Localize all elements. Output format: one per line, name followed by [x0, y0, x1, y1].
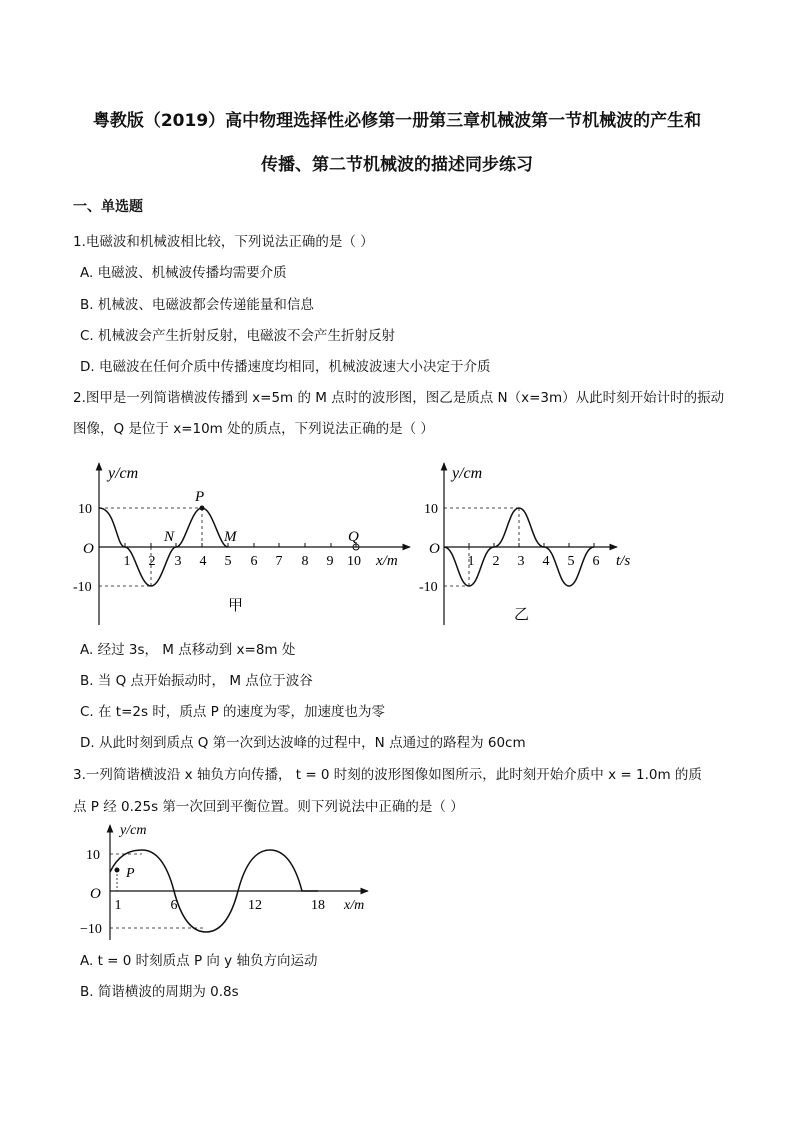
fig-jia-xtick: 4 [199, 554, 207, 569]
figure-q3-wave [78, 820, 378, 945]
figure-yi-vibration [412, 455, 642, 630]
fig3-xtick: 1 [114, 898, 122, 913]
fig-jia-origin: O [83, 541, 94, 557]
q2-option-c: C. 在 t=2s 时，质点 P 的速度为零，加速度也为零 [80, 704, 386, 720]
fig-jia-xtick: 6 [250, 554, 258, 569]
point-p-dot [200, 506, 205, 511]
fig-jia-xtick: 9 [326, 554, 334, 569]
section-heading: 一、单选题 [73, 199, 143, 215]
fig-jia-ytick-pos: 10 [78, 502, 92, 517]
fig3-xlabel: x/m [344, 898, 365, 913]
q3-stem-line1: 3.一列简谐横波沿 x 轴负方向传播， t = 0 时刻的波形图像如图所示，此时刻开始介质中 x = 1.0m 的质 [73, 767, 702, 783]
fig3-ytick-pos: 10 [86, 848, 100, 863]
fig-jia-xtick: 3 [174, 554, 182, 569]
fig-jia-xlabel: x/m [376, 553, 398, 569]
fig-yi-ytick-pos: 10 [424, 502, 438, 517]
fig-jia-xtick: 8 [301, 554, 309, 569]
fig-yi-origin: O [429, 541, 440, 557]
q1-option-d: D. 电磁波在任何介质中传播速度均相同，机械波波速大小决定于介质 [80, 359, 491, 375]
q2-option-b: B. 当 Q 点开始振动时， M 点位于波谷 [80, 673, 313, 689]
fig3-origin: O [90, 886, 101, 902]
q1-option-a: A. 电磁波、机械波传播均需要介质 [80, 265, 287, 281]
fig-yi-xtick: 5 [567, 554, 575, 569]
fig-yi-xlabel: t/s [616, 553, 631, 569]
fig-jia-xtick: 10 [347, 554, 361, 569]
q3-option-a: A. t = 0 时刻质点 P 向 y 轴负方向运动 [80, 953, 318, 969]
fig-jia-ytick-neg: -10 [73, 580, 92, 595]
fig-jia-xtick: 5 [224, 554, 232, 569]
point-p-dot [115, 868, 120, 873]
q1-stem: 1.电磁波和机械波相比较，下列说法正确的是（ ） [73, 234, 374, 250]
fig3-ylabel: y/cm [120, 823, 147, 838]
fig-jia-caption: 甲 [228, 598, 244, 614]
page-title-line2: 传播、第二节机械波的描述同步练习 [261, 155, 533, 175]
point-m-label: M [224, 529, 237, 545]
fig-yi-xtick: 1 [467, 554, 475, 569]
fig-jia-ylabel: y/cm [108, 465, 139, 482]
fig-jia-xtick: 2 [148, 554, 156, 569]
fig-jia-xtick: 1 [123, 554, 131, 569]
point-p-label: P [126, 866, 135, 881]
q3-option-b: B. 简谐横波的周期为 0.8s [80, 984, 239, 1000]
fig3-xtick: 6 [170, 898, 178, 913]
figure-jia-wave [70, 455, 415, 630]
fig-yi-xtick: 6 [592, 554, 600, 569]
q1-option-c: C. 机械波会产生折射反射，电磁波不会产生折射反射 [80, 328, 396, 344]
point-n-label: N [164, 529, 175, 545]
q2-option-d: D. 从此时刻到质点 Q 第一次到达波峰的过程中，N 点通过的路程为 60cm [80, 735, 526, 751]
q2-option-a: A. 经过 3s， M 点移动到 x=8m 处 [80, 642, 296, 658]
fig-jia-xtick: 7 [275, 554, 283, 569]
q2-stem-line1: 2.图甲是一列简谐横波传播到 x=5m 的 M 点时的波形图，图乙是质点 N（x=3m）从此时刻开始计时的振动 [73, 390, 725, 406]
point-q-label: Q [348, 529, 359, 545]
fig3-xtick: 18 [311, 898, 325, 913]
fig-yi-xtick: 2 [492, 554, 500, 569]
point-p-label: P [195, 489, 205, 505]
fig3-ytick-neg: −10 [80, 922, 102, 937]
q1-option-b: B. 机械波、电磁波都会传递能量和信息 [80, 297, 314, 313]
page-title-line1: 粤教版（2019）高中物理选择性必修第一册第三章机械波第一节机械波的产生和 [92, 111, 702, 131]
fig-yi-xtick: 3 [517, 554, 525, 569]
fig-yi-ytick-neg: -10 [419, 580, 438, 595]
q2-stem-line2: 图像，Q 是位于 x=10m 处的质点，下列说法正确的是（ ） [73, 421, 434, 437]
fig-yi-caption: 乙 [514, 607, 530, 623]
fig3-xtick: 12 [248, 898, 262, 913]
fig-yi-ylabel: y/cm [452, 465, 483, 482]
fig-yi-xtick: 4 [542, 554, 550, 569]
q3-stem-line2: 点 P 经 0.25s 第一次回到平衡位置。则下列说法中正确的是（ ） [73, 799, 464, 815]
